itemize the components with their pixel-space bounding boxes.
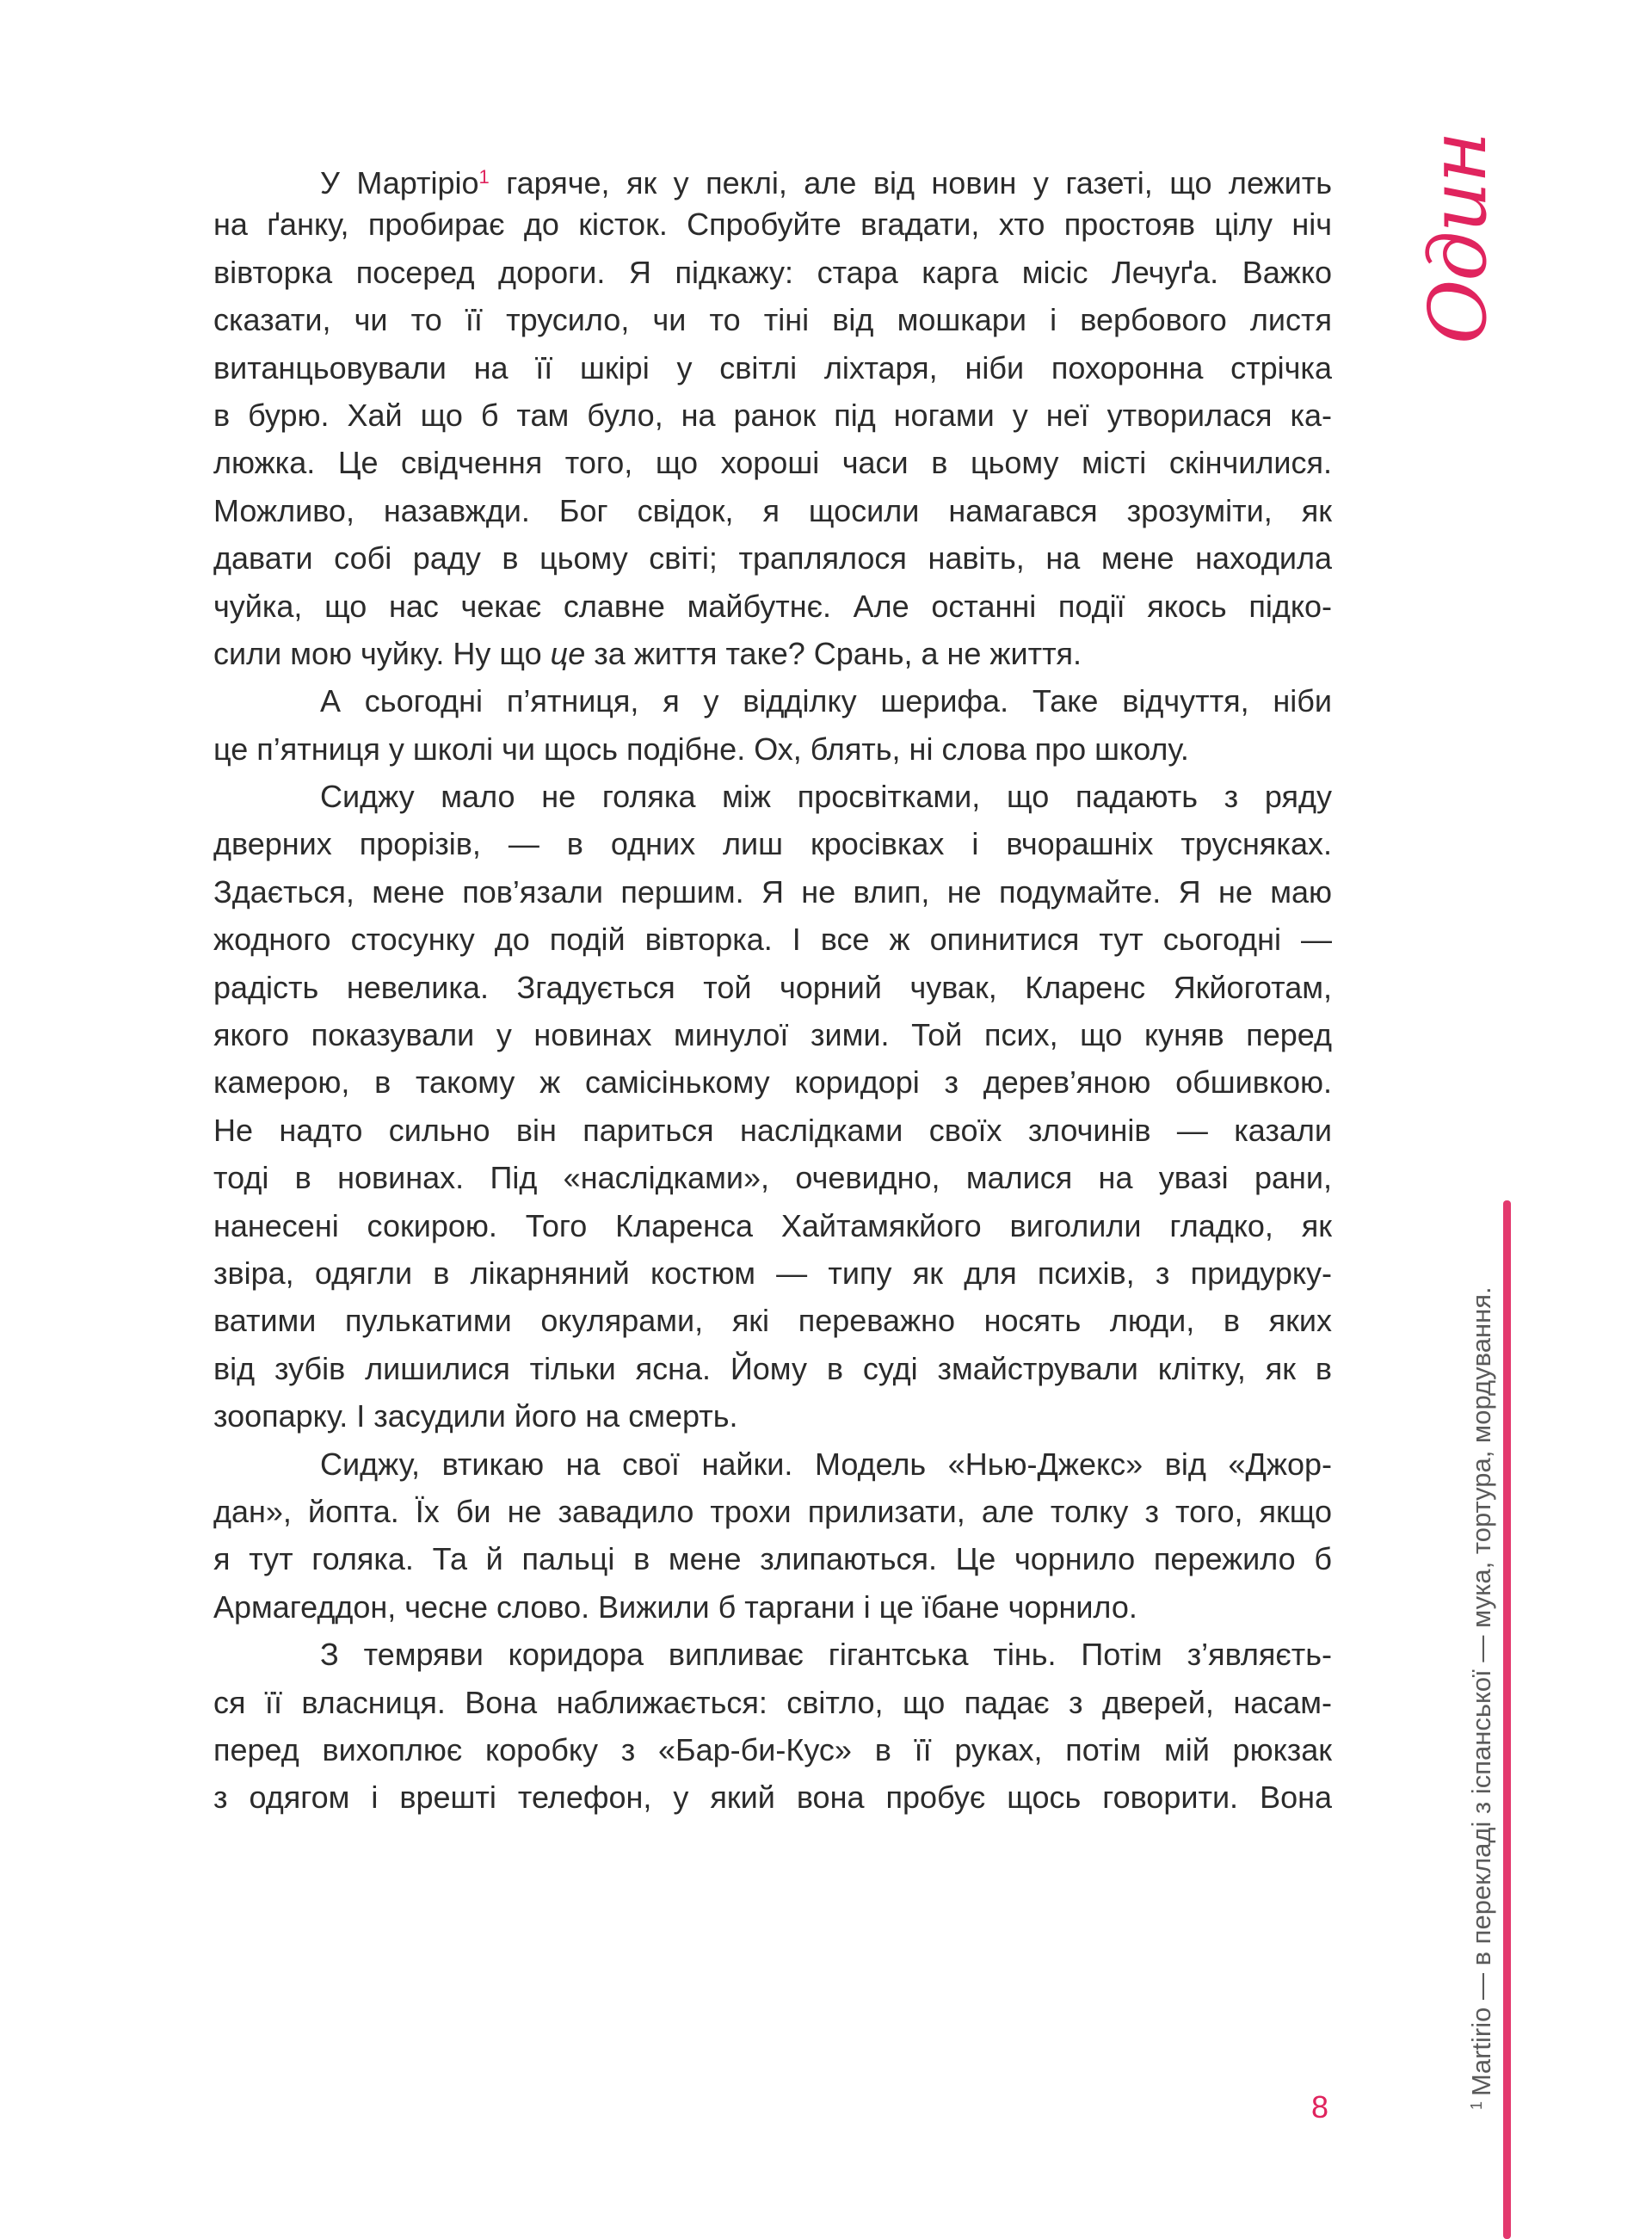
paragraph bbox=[213, 773, 1332, 1440]
text-line: від зубів лишилися тільки ясна. Йому в суді змайстрували клітку, як в bbox=[213, 1350, 1332, 1386]
paragraph bbox=[213, 677, 1332, 773]
footnote-marker: 1 bbox=[1468, 2100, 1485, 2110]
paragraph bbox=[213, 1631, 1332, 1822]
text-line: жодного стосунку до подій вівторка. І все ж опинитися тут сьогодні — bbox=[213, 922, 1332, 958]
text-line: камерою, в такому ж самісінькому коридорі з дерев’яною обшивкою. bbox=[213, 1064, 1332, 1101]
chapter-title: Один bbox=[1412, 133, 1504, 344]
text-line: я тут голяка. Та й пальці в мене злипаються. Це чорнило пережило б bbox=[213, 1541, 1332, 1577]
text-line: в бурю. Хай що б там було, на ранок під ногами у неї утворилася ка- bbox=[213, 397, 1332, 433]
text-segment: за життя таке? Срань, а не життя. bbox=[585, 635, 1082, 671]
text-line: З темряви коридора випливає гігантська тінь. Потім з’являєть- bbox=[320, 1637, 1332, 1673]
text-line: дверних прорізів, — в одних лиш кросівках і вчорашніх трусняках. bbox=[213, 826, 1332, 862]
text-line: радість невелика. Згадується той чорний чувак, Кларенс Якйоготам, bbox=[213, 969, 1332, 1005]
text-segment: сили мою чуйку. Ну що bbox=[213, 635, 551, 671]
italic-emphasis: це bbox=[550, 635, 586, 671]
paragraph bbox=[213, 1440, 1332, 1631]
text-line: ватими пулькатими окулярами, які переважно носять люди, в яких bbox=[213, 1303, 1332, 1339]
text-line: Можливо, назавжди. Бог свідок, я щосили намагався зрозуміти, як bbox=[213, 492, 1332, 528]
text-segment: гаряче, як у пеклі, але від новин у газеті, що лежить bbox=[489, 165, 1332, 200]
footnote-reference: 1 bbox=[478, 166, 490, 188]
text-line bbox=[213, 630, 1332, 677]
body-text bbox=[213, 153, 1332, 1822]
text-line: люжка. Це свідчення того, що хороші часи в цьому місті скінчилися. bbox=[213, 445, 1332, 481]
text-line: Здається, мене пов’язали першим. Я не влип, не подумайте. Я не маю bbox=[213, 873, 1332, 910]
page-number: 8 bbox=[1311, 2089, 1329, 2125]
text-line: перед вихоплює коробку з «Бар-би-Кус» в її руках, потім мій рюкзак bbox=[213, 1731, 1332, 1767]
text-line bbox=[213, 153, 1332, 200]
text-line: витанцьовували на її шкірі у світлі ліхтаря, ніби похоронна стрічка bbox=[213, 349, 1332, 386]
text-line: нанесені сокирою. Того Кларенса Хайтамякйого виголили гладко, як bbox=[213, 1207, 1332, 1243]
text-line: тоді в новинах. Під «наслідками», очевидно, малися на увазі рани, bbox=[213, 1160, 1332, 1196]
text-line: зоопарку. І засудили його на смерть. bbox=[213, 1398, 738, 1434]
text-line: з одягом і врешті телефон, у який вона пробує щось говорити. Вона bbox=[213, 1779, 1332, 1816]
footnote-text: Martirio — в перекладі з іспанської — мука, тортура, мордування. bbox=[1466, 1286, 1496, 2096]
text-line: це п’ятниця у школі чи щось подібне. Ох, блять, ні слова про школу. bbox=[213, 731, 1189, 767]
text-line: Армагеддон, чесне слово. Вижили б таргани і це їбане чорнило. bbox=[213, 1588, 1137, 1625]
text-line: дан», йопта. Їх би не завадило трохи прилизати, але толку з того, якщо bbox=[213, 1493, 1332, 1529]
text-line: сказати, чи то її трусило, чи то тіні від мошкари і вербового листя bbox=[213, 302, 1332, 338]
paragraph bbox=[213, 153, 1332, 677]
text-line: на ґанку, пробирає до кісток. Спробуйте вгадати, хто простояв цілу ніч bbox=[213, 207, 1332, 243]
text-line: давати собі раду в цьому світі; траплялося навіть, на мене находила bbox=[213, 540, 1332, 577]
text-line: А сьогодні п’ятниця, я у відділку шерифа. Таке відчуття, ніби bbox=[320, 683, 1332, 719]
text-line: вівторка посеред дороги. Я підкажу: стара карга місіс Лечуґа. Важко bbox=[213, 254, 1332, 290]
text-segment: У Мартіріо bbox=[320, 165, 479, 200]
footnote bbox=[1459, 1286, 1499, 2110]
text-line: Не надто сильно він париться наслідками своїх злочинів — казали bbox=[213, 1112, 1332, 1148]
text-line: Сиджу мало не голяка між просвітками, що падають з ряду bbox=[320, 779, 1332, 815]
text-line: якого показували у новинах минулої зими. Той псих, що куняв перед bbox=[213, 1017, 1332, 1053]
text-line: звіра, одягли в лікарняний костюм — типу як для психів, з придурку- bbox=[213, 1255, 1332, 1291]
decorative-red-stroke bbox=[1503, 1200, 1511, 2239]
text-line: ся її власниця. Вона наближається: світло, що падає з дверей, насам- bbox=[213, 1684, 1332, 1720]
text-line: Сиджу, втикаю на свої найки. Модель «Нью-Джекс» від «Джор- bbox=[320, 1446, 1332, 1482]
text-line: чуйка, що нас чекає славне майбутнє. Але останні події якось підко- bbox=[213, 588, 1332, 624]
